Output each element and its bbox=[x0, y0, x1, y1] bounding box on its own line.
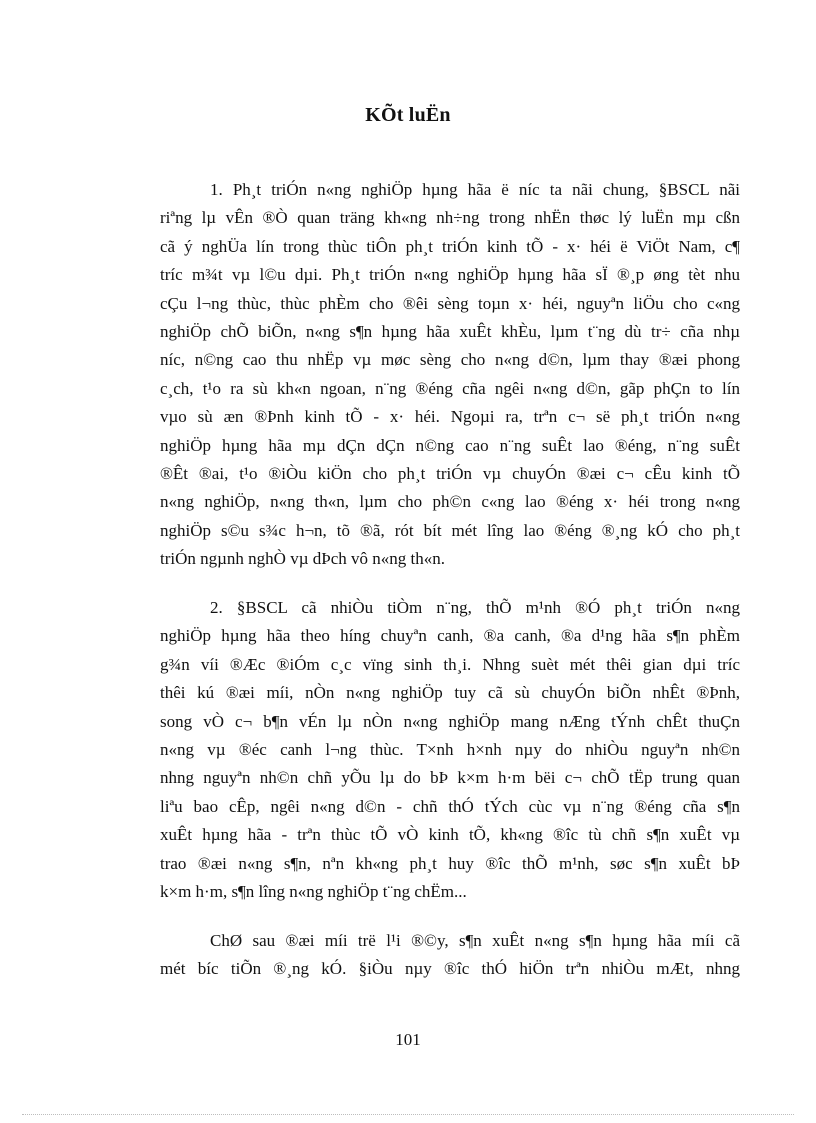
paragraph-line: nghiÖp s©u s¾c h¬n, tõ ®ã, rót bít mét lîng lao ®éng ®¸ng kÓ cho ph¸t bbox=[160, 520, 740, 540]
paragraph-line: ChØ sau ®æi míi trë l¹i ®©y, s¶n xuÊt n«ng s¶n hµng hãa míi cã bbox=[210, 931, 740, 950]
paragraph-line: xuÊt hµng hãa - trªn thùc tÕ vÒ kinh tÕ, kh«ng ®îc tù chñ s¶n xuÊt vµ bbox=[160, 825, 740, 845]
paragraph-line: níc, n©ng cao thu nhËp vµ møc sèng cho n«ng d©n, lµm thay ®æi phong bbox=[160, 350, 740, 370]
paragraph-line: n«ng nghiÖp, n«ng th«n, lµm cho ph©n c«ng lao ®éng x· héi trong n«ng bbox=[160, 492, 740, 512]
paragraph-line: thêi kú ®æi míi, nÒn n«ng nghiÖp tuy cã sù chuyÓn biÕn nhÊt ®Þnh, bbox=[160, 683, 740, 703]
paragraph-line: k×m h·m, s¶n lîng n«ng nghiÖp t¨ng chËm... bbox=[160, 881, 467, 901]
paragraph-line: nhng nguyªn nh©n chñ yÕu lµ do bÞ k×m h·m bëi c¬ chÕ tËp trung quan bbox=[160, 768, 740, 788]
page-number: 101 bbox=[395, 1030, 421, 1049]
paragraph-line: cã ý nghÜa lín trong thùc tiÔn ph¸t triÓn kinh tÕ - x· héi ë ViÖt Nam, c¶ bbox=[160, 236, 740, 256]
paragraph-line: trao ®æi n«ng s¶n, nªn kh«ng ph¸t huy ®îc thÕ m¹nh, søc s¶n xuÊt bÞ bbox=[160, 853, 740, 873]
paragraph-line: tríc m¾t vµ l©u dµi. Ph¸t triÓn n«ng nghiÖp hµng hãa sÏ ®¸p øng tèt nhu bbox=[160, 265, 740, 285]
page-title: KÕt luËn bbox=[365, 104, 451, 126]
paragraph-line: cÇu l¬ng thùc, thùc phÈm cho ®êi sèng toµn x· héi, nguyªn liÖu cho c«ng bbox=[160, 293, 740, 313]
paragraph-line: c¸ch, t¹o ra sù kh«n ngoan, n¨ng ®éng cña ngêi n«ng d©n, gãp phÇn to lín bbox=[160, 378, 740, 398]
paragraph-2 bbox=[160, 594, 740, 906]
paragraph-1 bbox=[160, 176, 740, 573]
paragraph-line: riªng lµ vÊn ®Ò quan träng kh«ng nh÷ng trong nhËn thøc lý luËn mµ cßn bbox=[160, 208, 740, 228]
paragraph-line: triÓn ngµnh nghÒ vµ dÞch vô n«ng th«n. bbox=[160, 549, 445, 569]
paragraph-line: liªu bao cÊp, ngêi n«ng d©n - chñ thÓ tÝch cùc vµ n¨ng ®éng cña s¶n bbox=[160, 796, 740, 816]
paragraph-line: 2. §BSCL cã nhiÒu tiÒm n¨ng, thÕ m¹nh ®Ó ph¸t triÓn n«ng bbox=[210, 598, 740, 617]
paragraph-line: nghiÖp chÕ biÕn, n«ng s¶n hµng hãa xuÊt khÈu, lµm t¨ng dù tr÷ cña nhµ bbox=[160, 321, 740, 341]
paragraph-line: mét bíc tiÕn ®¸ng kÓ. §iÒu nµy ®îc thÓ hiÖn trªn nhiÒu mÆt, nhng bbox=[160, 959, 740, 979]
paragraph-line: 1. Ph¸t triÓn n«ng nghiÖp hµng hãa ë níc ta nãi chung, §BSCL nãi bbox=[210, 180, 740, 199]
paragraph-line: nghiÖp hµng hãa mµ dÇn dÇn n©ng cao n¨ng suÊt lao ®éng, n¨ng suÊt bbox=[160, 435, 740, 455]
page-bottom-border bbox=[22, 1114, 794, 1115]
paragraph-line: song vÒ c¬ b¶n vÉn lµ nÒn n«ng nghiÖp mang nÆng tÝnh chÊt thuÇn bbox=[160, 711, 740, 731]
paragraph-line: ®Êt ®ai, t¹o ®iÒu kiÖn cho ph¸t triÓn vµ chuyÓn ®æi c¬ cÊu kinh tÕ bbox=[160, 463, 740, 483]
paragraph-line: g¾n víi ®Æc ®iÓm c¸c vïng sinh th¸i. Nhng suèt mét thêi gian dµi tríc bbox=[160, 654, 740, 674]
paragraph-line: nghiÖp hµng hãa theo híng chuyªn canh, ®a canh, ®a d¹ng hãa s¶n phÈm bbox=[160, 626, 740, 646]
paragraph-line: vµo sù æn ®Þnh kinh tÕ - x· héi. Ngoµi ra, trªn c¬ së ph¸t triÓn n«ng bbox=[160, 407, 740, 427]
paragraph-line: n«ng vµ ®éc canh l¬ng thùc. T×nh h×nh nµy do nhiÒu nguyªn nh©n bbox=[160, 739, 740, 759]
paragraph-3 bbox=[160, 927, 740, 984]
